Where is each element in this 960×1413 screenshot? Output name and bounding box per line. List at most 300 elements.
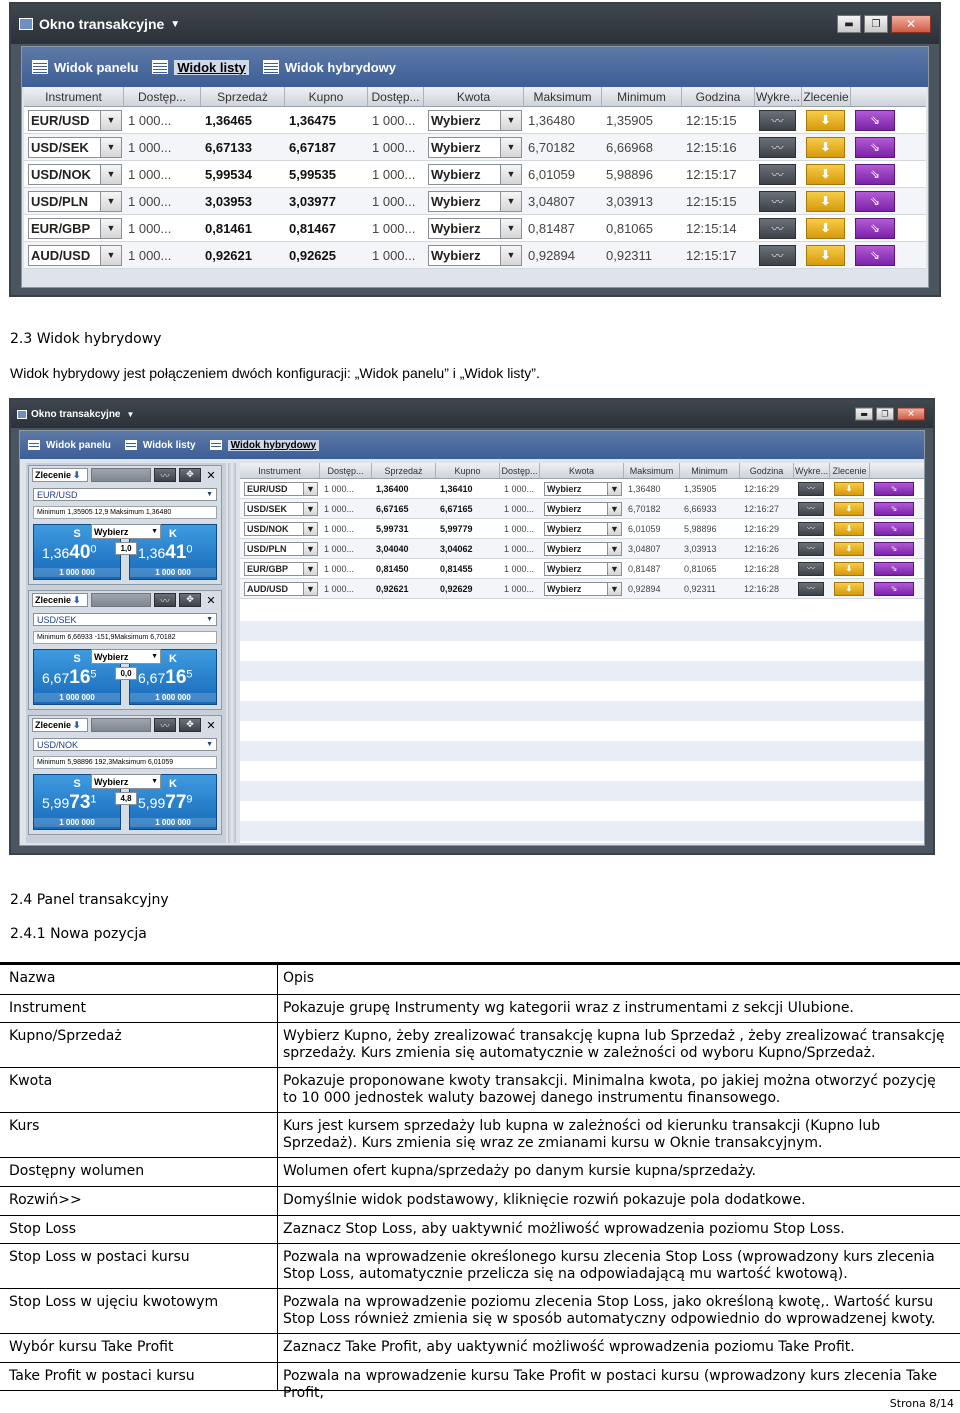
column-header[interactable]: Kwota (424, 87, 524, 106)
chart-cell[interactable] (794, 542, 830, 556)
column-header[interactable]: Wykre... (755, 87, 802, 106)
column-header[interactable]: Maksimum (524, 87, 602, 106)
column-header[interactable]: Dostęp... (368, 87, 424, 106)
order-cell[interactable] (870, 482, 920, 496)
download-cell[interactable] (802, 218, 851, 239)
combo-value: EUR/USD (31, 112, 90, 128)
amount-select[interactable] (540, 522, 624, 536)
sell-rate[interactable]: 5,99534 (205, 166, 252, 182)
combo-box[interactable] (244, 502, 318, 516)
order-icon[interactable]: ⇘ (855, 137, 895, 158)
chevron-down-icon[interactable]: ▼ (100, 219, 121, 238)
order-icon[interactable]: ⇘ (855, 191, 895, 212)
combo-value: Wybierz (547, 523, 582, 534)
instrument-select[interactable] (240, 522, 320, 536)
chart-cell[interactable] (794, 482, 830, 496)
combo-box[interactable] (428, 245, 522, 266)
buy-rate[interactable]: 0,81455 (440, 563, 473, 574)
combo-value: USD/SEK (31, 139, 89, 155)
chart-icon[interactable]: 〰 (154, 718, 176, 732)
order-icon[interactable]: ⇘ (874, 542, 914, 556)
sell-rate[interactable]: 6,67133 (205, 139, 252, 155)
row-description: Pozwala na wprowadzenie kursu Take Profit w postaci kursu (wprowadzony kurs zlecenia Take Profit, (283, 1368, 938, 1401)
min-max-text: Minimum 1,35905 12,9 Maksimum 1,36480 (37, 509, 172, 516)
chevron-down-icon[interactable]: ▼ (303, 543, 317, 555)
order-icon[interactable]: ⇘ (855, 218, 895, 239)
combo-value: Wybierz (547, 583, 582, 594)
buy-rate[interactable]: 0,81467 (289, 220, 336, 236)
chevron-down-icon[interactable]: ▼ (303, 583, 317, 595)
order-label: Zlecenie (35, 595, 72, 605)
chevron-down-icon[interactable]: ▼ (206, 491, 213, 498)
chevron-down-icon[interactable]: ▼ (206, 741, 213, 748)
table-header (240, 463, 924, 479)
instrument-select[interactable] (240, 482, 320, 496)
arrow-down-icon[interactable]: ⬇ (834, 542, 864, 556)
amount-select[interactable] (424, 191, 524, 212)
tab-list-view[interactable]: Widok listy (125, 440, 196, 451)
combo-box[interactable] (544, 522, 622, 536)
available-volume: 1 000... (372, 139, 416, 155)
instrument-select[interactable] (33, 488, 217, 501)
minimize-button[interactable]: ▬ (855, 408, 873, 421)
arrow-down-icon[interactable]: ⬇ (834, 562, 864, 576)
chart-cell[interactable] (755, 245, 802, 266)
chart-icon[interactable]: 〰 (798, 522, 824, 536)
chart-cell[interactable] (794, 582, 830, 596)
chart-icon[interactable]: 〰 (798, 542, 824, 556)
table-row[interactable] (240, 499, 924, 519)
sell-rate[interactable]: 0,81461 (205, 220, 252, 236)
order-cell[interactable] (851, 137, 901, 158)
download-cell[interactable] (830, 562, 870, 576)
table-row (0, 1244, 960, 1289)
column-header[interactable]: Godzina (682, 87, 755, 106)
table-row (0, 1158, 960, 1187)
chevron-down-icon[interactable]: ▼ (126, 409, 135, 419)
buy-rate[interactable]: 0,92625 (289, 247, 336, 263)
chevron-down-icon[interactable]: ▼ (151, 778, 158, 785)
chevron-down-icon[interactable]: ▼ (100, 111, 121, 130)
tab-list-view[interactable]: Widok listy (152, 60, 249, 75)
minimize-button[interactable]: ▬ (837, 15, 861, 33)
column-header[interactable]: Dostęp... (500, 463, 540, 478)
order-cell[interactable] (870, 562, 920, 576)
sell-rate[interactable]: 6,67165 (376, 503, 409, 514)
sell-rate[interactable]: 0,92621 (376, 583, 409, 594)
table-row (0, 1023, 960, 1068)
chart-icon[interactable]: 〰 (759, 245, 796, 266)
amount-select[interactable] (540, 562, 624, 576)
chevron-down-icon[interactable]: ▼ (170, 18, 181, 30)
time-value: 12:16:27 (744, 503, 780, 514)
combo-box[interactable] (544, 582, 622, 596)
chart-icon[interactable]: 〰 (759, 137, 796, 158)
order-cell[interactable] (851, 218, 901, 239)
amount-select[interactable] (424, 218, 524, 239)
order-button[interactable] (32, 593, 88, 607)
arrow-down-icon[interactable]: ⬇ (806, 164, 845, 185)
sell-rate[interactable]: 3,03953 (205, 193, 252, 209)
order-cell[interactable] (851, 245, 901, 266)
table-row[interactable] (24, 161, 926, 188)
move-icon[interactable]: ✥ (179, 468, 201, 482)
column-header[interactable]: Dostęp... (124, 87, 201, 106)
splitter[interactable] (228, 463, 236, 843)
instrument-select[interactable] (24, 245, 124, 266)
combo-value: Wybierz (431, 112, 481, 128)
combo-box[interactable] (244, 482, 318, 496)
min-value: 1,35905 (606, 112, 653, 128)
max-value: 1,36480 (528, 112, 575, 128)
sell-rate[interactable]: 0,81450 (376, 563, 409, 574)
tab-hybrid-view[interactable]: Widok hybrydowy (210, 440, 319, 451)
order-icon[interactable]: ⇘ (874, 502, 914, 516)
buy-rate[interactable]: 3,04062 (440, 543, 473, 554)
row-name: Kupno/Sprzedaż (0, 1023, 278, 1067)
order-button[interactable] (32, 468, 88, 482)
instrument-select[interactable] (24, 110, 124, 131)
chart-icon[interactable]: 〰 (759, 191, 796, 212)
combo-box[interactable] (428, 191, 522, 212)
instrument-select[interactable] (24, 191, 124, 212)
combo-box[interactable] (28, 137, 122, 158)
chevron-down-icon[interactable]: ▼ (100, 165, 121, 184)
max-value: 0,92894 (528, 247, 575, 263)
close-icon[interactable]: ✕ (206, 718, 216, 732)
arrow-down-icon[interactable]: ⬇ (806, 110, 845, 131)
chevron-down-icon[interactable]: ▼ (500, 219, 521, 238)
min-max-bar (33, 756, 217, 769)
chevron-down-icon[interactable]: ▼ (607, 563, 621, 575)
combo-value: EUR/USD (247, 483, 288, 494)
column-header[interactable]: Minimum (680, 463, 740, 478)
chevron-down-icon[interactable]: ▼ (607, 523, 621, 535)
chevron-down-icon[interactable]: ▼ (607, 543, 621, 555)
combo-box[interactable] (244, 542, 318, 556)
chevron-down-icon[interactable]: ▼ (100, 246, 121, 265)
maximize-button[interactable]: ❐ (876, 408, 894, 421)
instrument-value: USD/NOK (37, 739, 79, 750)
min-max-text: Minimum 6,66933 -151,9Maksimum 6,70182 (37, 634, 176, 641)
column-header[interactable]: Godzina (740, 463, 794, 478)
instrument-select[interactable] (33, 738, 217, 751)
instrument-select[interactable] (240, 562, 320, 576)
column-header[interactable]: Sprzedaż (372, 463, 436, 478)
table-row[interactable] (24, 215, 926, 242)
chevron-down-icon[interactable]: ▼ (303, 503, 317, 515)
table-row[interactable] (24, 242, 926, 269)
order-button[interactable] (32, 718, 88, 732)
buy-rate[interactable]: 6,67187 (289, 139, 336, 155)
combo-box[interactable] (428, 137, 522, 158)
amount-select[interactable] (424, 245, 524, 266)
download-cell[interactable] (830, 482, 870, 496)
buy-rate[interactable]: 0,92629 (440, 583, 473, 594)
tab-hybrid-view[interactable]: Widok hybrydowy (263, 60, 396, 75)
order-icon[interactable]: ⇘ (874, 562, 914, 576)
table-row[interactable] (24, 107, 926, 134)
amount-select[interactable] (424, 164, 524, 185)
chart-cell[interactable] (755, 110, 802, 131)
panel-drag-bar[interactable] (91, 468, 151, 482)
chevron-down-icon[interactable]: ▼ (151, 653, 158, 660)
section-heading: 2.4 Panel transakcyjny (10, 892, 169, 908)
chart-cell[interactable] (755, 137, 802, 158)
column-header[interactable]: Instrument (24, 87, 124, 106)
combo-value: EUR/GBP (31, 220, 91, 236)
combo-box[interactable] (544, 562, 622, 576)
combo-value: Wybierz (547, 503, 582, 514)
panel-toolbar (29, 716, 221, 734)
chart-icon[interactable]: 〰 (154, 593, 176, 607)
buy-rate[interactable]: 5,99779 (440, 523, 473, 534)
chevron-down-icon[interactable]: ▼ (303, 563, 317, 575)
buy-rate[interactable]: 6,67165 (440, 503, 473, 514)
sell-volume: 1 000 000 (34, 818, 120, 827)
amount-select[interactable] (424, 110, 524, 131)
table-row[interactable] (240, 539, 924, 559)
tab-panel-view[interactable]: Widok panelu (28, 440, 111, 451)
buy-rate[interactable]: 3,03977 (289, 193, 336, 209)
trading-window-hybrid (9, 398, 935, 855)
order-icon[interactable]: ⇘ (855, 164, 895, 185)
amount-select[interactable] (91, 524, 161, 539)
chart-icon[interactable]: 〰 (759, 218, 796, 239)
chart-cell[interactable] (794, 502, 830, 516)
table-row (0, 1068, 960, 1113)
buy-rate[interactable]: 5,99535 (289, 166, 336, 182)
combo-box[interactable] (544, 482, 622, 496)
tab-panel-view[interactable]: Widok panelu (32, 60, 138, 75)
chart-icon[interactable]: 〰 (798, 582, 824, 596)
amount-select[interactable] (424, 137, 524, 158)
order-icon[interactable]: ⇘ (855, 110, 895, 131)
column-header[interactable]: Instrument (240, 463, 320, 478)
trade-panel (28, 715, 222, 835)
table-row[interactable] (240, 559, 924, 579)
maximize-button[interactable]: ❐ (864, 15, 888, 33)
combo-value: Wybierz (431, 139, 481, 155)
close-icon[interactable]: ✕ (206, 593, 216, 607)
chart-icon[interactable]: 〰 (759, 164, 796, 185)
amount-select[interactable] (540, 582, 624, 596)
download-cell[interactable] (802, 245, 851, 266)
combo-box[interactable] (244, 582, 318, 596)
column-header[interactable]: Minimum (602, 87, 682, 106)
chart-cell[interactable] (755, 191, 802, 212)
table-row (0, 1363, 960, 1401)
combo-value: AUD/USD (31, 247, 91, 263)
combo-box[interactable] (428, 218, 522, 239)
instrument-select[interactable] (240, 502, 320, 516)
combo-box[interactable] (428, 110, 522, 131)
max-value: 6,70182 (628, 503, 661, 514)
order-cell[interactable] (851, 110, 901, 131)
column-header[interactable]: Zlecenie (830, 463, 870, 478)
chevron-down-icon[interactable]: ▼ (607, 483, 621, 495)
arrow-down-icon[interactable]: ⬇ (834, 522, 864, 536)
combo-box[interactable] (28, 218, 122, 239)
combo-box[interactable] (28, 245, 122, 266)
instrument-select[interactable] (33, 613, 217, 626)
chevron-down-icon[interactable]: ▼ (151, 528, 158, 535)
column-header[interactable]: Kupno (436, 463, 500, 478)
sell-volume: 1 000 000 (34, 693, 120, 702)
min-max-text: Minimum 5,98896 192,3Maksimum 6,01059 (37, 759, 174, 766)
available-volume: 1 000... (504, 543, 535, 554)
arrow-down-icon[interactable]: ⬇ (806, 245, 845, 266)
chevron-down-icon[interactable]: ▼ (500, 246, 521, 265)
instrument-select[interactable] (24, 164, 124, 185)
order-cell[interactable] (870, 522, 920, 536)
chevron-down-icon[interactable]: ▼ (500, 192, 521, 211)
combo-value: AUD/USD (247, 583, 289, 594)
window-content (21, 46, 929, 288)
arrow-down-icon[interactable]: ⬇ (806, 191, 845, 212)
chart-icon[interactable]: 〰 (798, 482, 824, 496)
arrow-down-icon[interactable]: ⬇ (834, 482, 864, 496)
order-icon[interactable]: ⇘ (874, 522, 914, 536)
combo-box[interactable] (28, 110, 122, 131)
instrument-select[interactable] (240, 582, 320, 596)
chart-cell[interactable] (755, 164, 802, 185)
sell-rate[interactable]: 3,04040 (376, 543, 409, 554)
sell-rate[interactable]: 1,36465 (205, 112, 252, 128)
combo-box[interactable] (428, 164, 522, 185)
row-description: Zaznacz Stop Loss, aby uaktywnić możliwość wprowadzenia poziomu Stop Loss. (283, 1221, 845, 1237)
combo-box[interactable] (544, 502, 622, 516)
chevron-down-icon[interactable]: ▼ (100, 138, 121, 157)
chart-icon[interactable]: 〰 (154, 468, 176, 482)
combo-box[interactable] (544, 542, 622, 556)
sell-rate[interactable]: 1,36400 (376, 483, 409, 494)
buy-rate[interactable]: 1,36410 (440, 483, 473, 494)
order-cell[interactable] (851, 164, 901, 185)
window-titlebar[interactable] (11, 4, 939, 44)
download-cell[interactable] (802, 137, 851, 158)
download-cell[interactable] (802, 191, 851, 212)
amount-select[interactable] (540, 482, 624, 496)
column-header[interactable]: Wykre... (794, 463, 830, 478)
chart-icon[interactable]: 〰 (798, 502, 824, 516)
column-header[interactable]: Kwota (540, 463, 624, 478)
buy-rate[interactable]: 1,36475 (289, 112, 336, 128)
download-cell[interactable] (802, 110, 851, 131)
buy-volume: 1 000 000 (130, 568, 216, 577)
chart-cell[interactable] (794, 522, 830, 536)
download-cell[interactable] (802, 164, 851, 185)
chevron-down-icon[interactable]: ▼ (303, 483, 317, 495)
order-cell[interactable] (851, 191, 901, 212)
chevron-down-icon[interactable]: ▼ (500, 165, 521, 184)
column-header[interactable]: Sprzedaż (201, 87, 285, 106)
column-header[interactable]: Kupno (285, 87, 368, 106)
chevron-down-icon[interactable]: ▼ (607, 503, 621, 515)
combo-value: Wybierz (547, 483, 582, 494)
arrow-down-icon[interactable]: ⬇ (806, 218, 845, 239)
close-button[interactable]: ✕ (897, 408, 925, 421)
column-header[interactable]: Dostęp... (320, 463, 372, 478)
combo-value: USD/PLN (247, 543, 287, 554)
arrow-down-icon[interactable]: ⬇ (834, 502, 864, 516)
table-row[interactable] (240, 579, 924, 599)
chevron-down-icon[interactable]: ▼ (206, 616, 213, 623)
table-header (24, 87, 926, 107)
amount-select[interactable] (540, 502, 624, 516)
panel-toolbar (29, 466, 221, 484)
available-volume: 1 000... (504, 483, 535, 494)
move-icon[interactable]: ✥ (179, 593, 201, 607)
order-cell[interactable] (870, 502, 920, 516)
chevron-down-icon[interactable]: ▼ (607, 583, 621, 595)
chevron-down-icon[interactable]: ▼ (500, 111, 521, 130)
combo-box[interactable] (28, 164, 122, 185)
window-titlebar[interactable] (11, 400, 933, 428)
arrow-down-icon[interactable]: ⬇ (834, 582, 864, 596)
download-cell[interactable] (830, 582, 870, 596)
close-icon[interactable]: ✕ (206, 468, 216, 482)
row-name: Kwota (0, 1068, 278, 1112)
chevron-down-icon[interactable]: ▼ (500, 138, 521, 157)
chevron-down-icon[interactable]: ▼ (303, 523, 317, 535)
table-row (0, 1289, 960, 1334)
list-view-icon (152, 60, 168, 74)
amount-select[interactable] (91, 649, 161, 664)
combo-box[interactable] (244, 562, 318, 576)
panel-drag-bar[interactable] (91, 718, 151, 732)
window-icon (17, 410, 27, 419)
order-icon[interactable]: ⇘ (855, 245, 895, 266)
amount-select[interactable] (540, 542, 624, 556)
sell-rate[interactable]: 5,99731 (376, 523, 409, 534)
instrument-select[interactable] (240, 542, 320, 556)
order-cell[interactable] (870, 542, 920, 556)
move-icon[interactable]: ✥ (179, 718, 201, 732)
sell-rate[interactable]: 0,92621 (205, 247, 252, 263)
column-header[interactable]: Maksimum (624, 463, 680, 478)
download-cell[interactable] (830, 502, 870, 516)
amount-select[interactable] (91, 774, 161, 789)
download-cell[interactable] (830, 542, 870, 556)
instrument-select[interactable] (24, 137, 124, 158)
table-row[interactable] (240, 519, 924, 539)
amount-area (91, 774, 161, 805)
arrow-down-icon[interactable]: ⬇ (806, 137, 845, 158)
table-row[interactable] (240, 479, 924, 499)
row-description: Kurs jest kursem sprzedaży lub kupna w zależności od kierunku transakcji (Kupno lub Sprzedaż). Kurs zmienia się wraz ze zmianami kursu w Oknie transakcyjnym. (283, 1118, 881, 1151)
chart-cell[interactable] (755, 218, 802, 239)
available-volume: 1 000... (324, 503, 355, 514)
download-cell[interactable] (830, 522, 870, 536)
buy-label: K (169, 778, 177, 790)
table-row[interactable] (24, 134, 926, 161)
order-icon[interactable]: ⇘ (874, 582, 914, 596)
chart-cell[interactable] (794, 562, 830, 576)
column-header[interactable]: Zlecenie (802, 87, 851, 106)
panel-drag-bar[interactable] (91, 593, 151, 607)
combo-box[interactable] (28, 191, 122, 212)
combo-box[interactable] (244, 522, 318, 536)
order-icon[interactable]: ⇘ (874, 482, 914, 496)
instrument-select[interactable] (24, 218, 124, 239)
chart-icon[interactable]: 〰 (798, 562, 824, 576)
chevron-down-icon[interactable]: ▼ (100, 192, 121, 211)
close-button[interactable]: ✕ (891, 15, 931, 33)
chart-icon[interactable]: 〰 (759, 110, 796, 131)
order-cell[interactable] (870, 582, 920, 596)
table-row[interactable] (24, 188, 926, 215)
